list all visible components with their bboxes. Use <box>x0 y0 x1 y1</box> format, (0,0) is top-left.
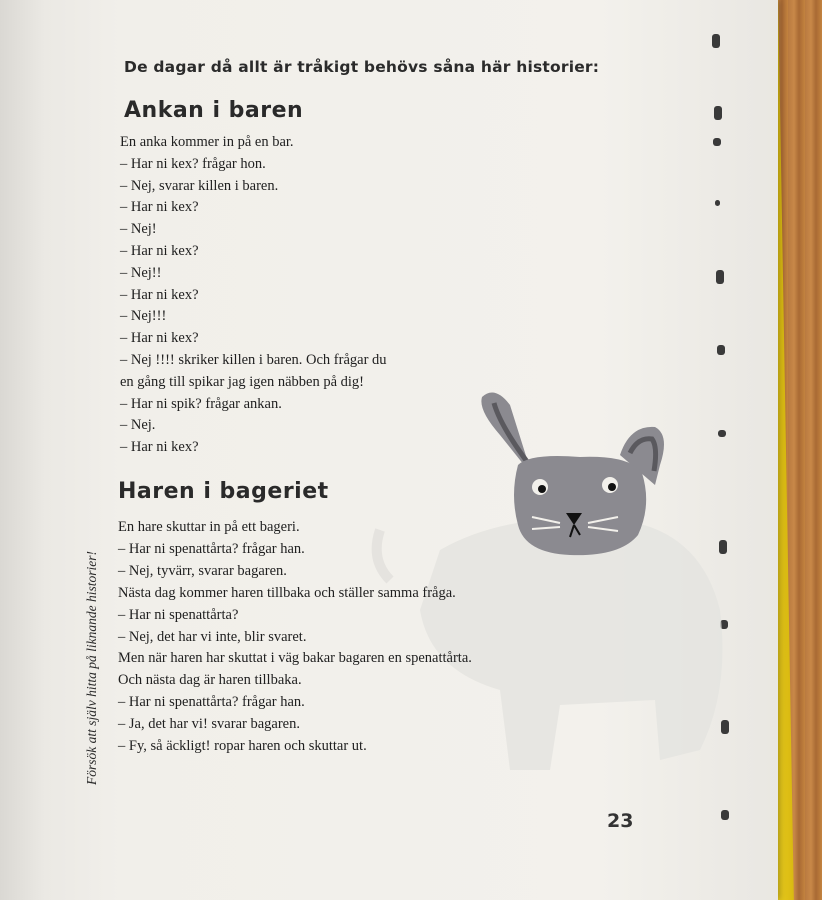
side-note-vertical: Försök att själv hitta på liknande historier! <box>84 551 99 785</box>
story-line: – Har ni spenattårta? <box>118 606 239 623</box>
story-line: – Har ni kex? frågar hon. <box>120 155 266 172</box>
story-line: – Nej !!!! skriker killen i baren. Och frågar du <box>120 351 387 368</box>
story-line: – Har ni spenattårta? frågar han. <box>118 540 305 557</box>
story-line: Nästa dag kommer haren tillbaka och ställer samma fråga. <box>118 584 456 601</box>
story-line: – Nej! <box>120 221 157 238</box>
story-line: – Nej!! <box>120 264 162 281</box>
story-haren-text <box>118 517 472 758</box>
story-line: en gång till spikar jag igen näbben på dig! <box>120 373 365 390</box>
story-line: – Ja, det har vi! svarar bagaren. <box>118 716 300 733</box>
story-line: – Nej!!! <box>120 308 167 325</box>
story-line: – Har ni spenattårta? frågar han. <box>118 694 305 711</box>
story-line: – Har ni kex? <box>120 242 199 259</box>
story-line: – Fy, så äckligt! ropar haren och skuttar ut. <box>118 738 367 755</box>
story-ankan-text <box>120 132 387 459</box>
story-line: En anka kommer in på en bar. <box>120 134 294 150</box>
story-line: – Har ni spik? frågar ankan. <box>120 395 282 412</box>
story-line: – Har ni kex? <box>120 199 199 216</box>
story-line: – Nej, det har vi inte, blir svaret. <box>118 628 307 645</box>
story-line: En hare skuttar in på ett bageri. <box>118 519 300 535</box>
page-heading: De dagar då allt är tråkigt behövs såna här historier: <box>124 58 600 76</box>
story-line: Men när haren har skuttat i väg bakar bagaren en spenattårta. <box>118 650 472 667</box>
story-line: – Nej, tyvärr, svarar bagaren. <box>118 562 287 579</box>
story-line: – Har ni kex? <box>120 330 199 347</box>
story-line: – Nej. <box>120 417 156 434</box>
story-line: – Har ni kex? <box>120 286 199 303</box>
rabbit-icon <box>470 385 680 560</box>
page-number: 23 <box>607 810 634 832</box>
story-line: – Nej, svarar killen i baren. <box>120 177 279 194</box>
story-title-ankan: Ankan i baren <box>124 98 304 123</box>
story-line: – Har ni kex? <box>120 439 199 456</box>
story-title-haren: Haren i bageriet <box>118 479 329 504</box>
story-line: Och nästa dag är haren tillbaka. <box>118 672 302 689</box>
